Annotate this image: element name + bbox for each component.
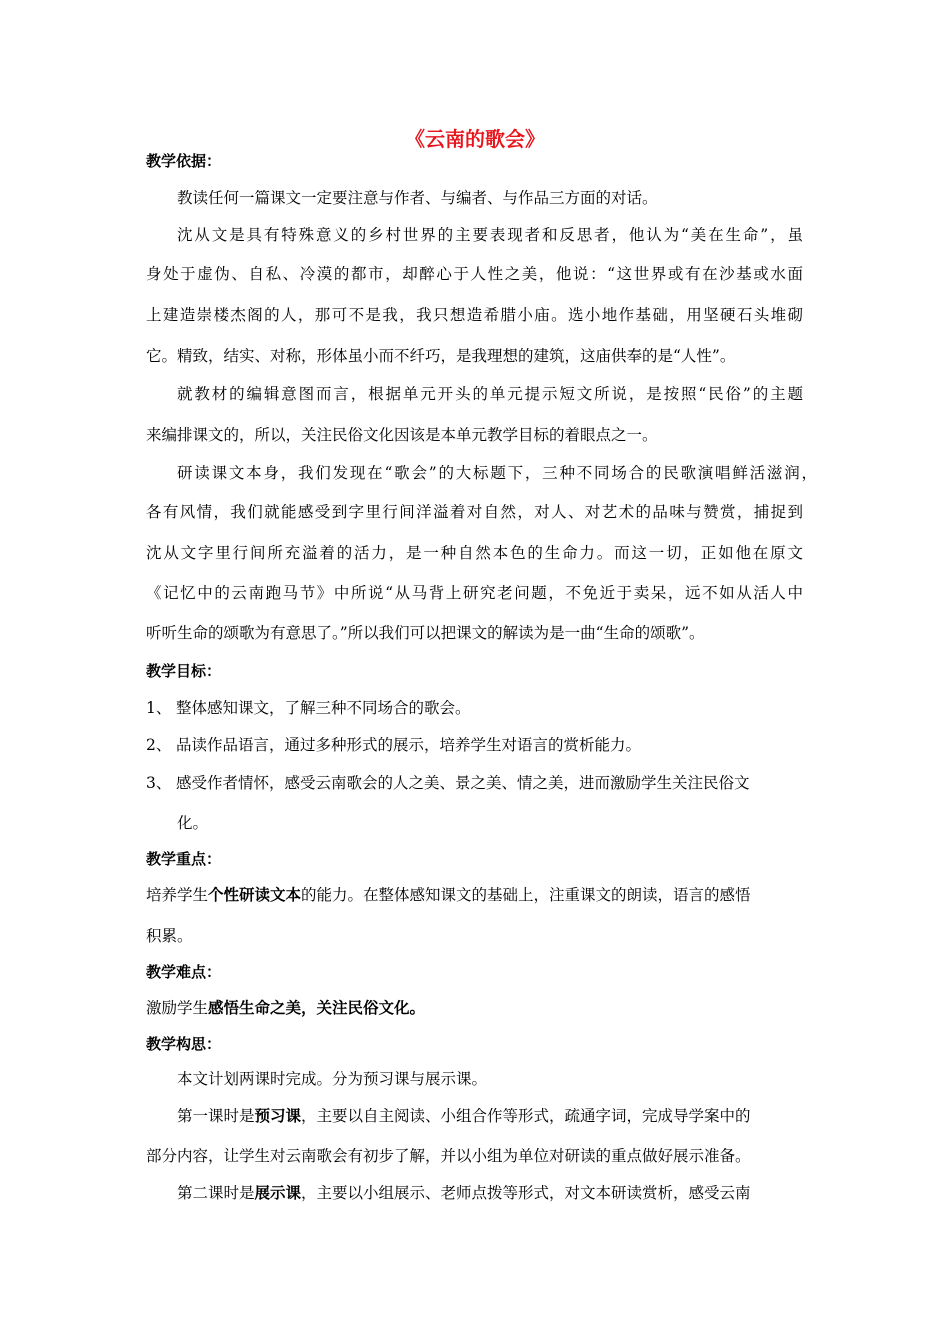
design-emphasis: 预习课 xyxy=(254,1107,302,1125)
basis-line: 身处于虚伪、自私、冷漠的都市，却醉心于人性之美，他说：“这世界或有在沙基或水面 xyxy=(146,265,803,283)
basis-line: 上建造崇楼杰阁的人，那可不是我，我只想造希腊小庙。选小地作基础，用坚硬石头堆砌 xyxy=(146,306,803,324)
objective-text: 感受作者情怀，感受云南歌会的人之美、景之美、情之美，进而激励学生关注民俗文 xyxy=(176,774,750,792)
difficulty-text-pre: 激励学生 xyxy=(146,999,209,1017)
basis-line: 教读任何一篇课文一定要注意与作者、与编者、与作品三方面的对话。 xyxy=(177,189,658,207)
objective-number: 3、 xyxy=(146,774,172,792)
difficulty-line xyxy=(146,997,826,1019)
basis-line: 研读课文本身，我们发现在“歌会”的大标题下，三种不同场合的民歌演唱鲜活滋润， xyxy=(177,464,817,482)
focus-text-post: 的能力。在整体感知课文的基础上，注重课文的朗读，语言的感悟 xyxy=(301,886,751,904)
focus-line: 积累。 xyxy=(146,927,193,945)
focus-line xyxy=(146,884,826,906)
basis-line: 就教材的编辑意图而言，根据单元开头的单元提示短文所说，是按照“民俗”的主题 xyxy=(177,385,803,403)
objective-continuation: 化。 xyxy=(177,814,209,832)
focus-heading: 教学重点： xyxy=(146,850,222,868)
basis-line: 它。精致，结实、对称，形体虽小而不纤巧，是我理想的建筑，这庙供奉的是“人性”。 xyxy=(146,347,736,365)
basis-line: 听听生命的颂歌为有意思了。”所以我们可以把课文的解读为是一曲“生命的颂歌”。 xyxy=(146,624,705,642)
difficulty-emphasis: 感悟生命之美，关注民俗文化。 xyxy=(208,999,426,1017)
design-text-post: ，主要以自主阅读、小组合作等形式，疏通字词，完成导学案中的 xyxy=(301,1107,751,1125)
design-text-post: ，主要以小组展示、老师点拨等形式，对文本研读赏析，感受云南 xyxy=(301,1184,751,1202)
basis-line: 《记忆中的云南跑马节》中所说“从马背上研究老问题，不免近于卖呆，远不如从活人中 xyxy=(146,584,803,602)
focus-text-pre: 培养学生 xyxy=(146,886,209,904)
objective-item xyxy=(146,697,826,719)
basis-heading: 教学依据： xyxy=(146,152,222,170)
objectives-heading: 教学目标： xyxy=(146,662,222,680)
basis-line: 来编排课文的，所以，关注民俗文化因该是本单元教学目标的着眼点之一。 xyxy=(146,426,658,444)
design-text-pre: 第一课时是 xyxy=(177,1107,255,1125)
objective-number: 1、 xyxy=(146,699,172,717)
objective-item xyxy=(146,772,826,794)
design-emphasis: 展示课 xyxy=(254,1184,302,1202)
design-line: 部分内容，让学生对云南歌会有初步了解，并以小组为单位对研读的重点做好展示准备。 xyxy=(146,1147,751,1165)
objective-item xyxy=(146,734,826,756)
design-line xyxy=(177,1105,857,1127)
design-line: 本文计划两课时完成。分为预习课与展示课。 xyxy=(177,1070,488,1088)
design-line xyxy=(177,1182,857,1204)
basis-line: 沈从文字里行间所充溢着的活力，是一种自然本色的生命力。而这一切，正如他在原文 xyxy=(146,544,803,562)
objective-text: 整体感知课文，了解三种不同场合的歌会。 xyxy=(176,699,471,717)
difficulty-heading: 教学难点： xyxy=(146,963,222,981)
objective-text: 品读作品语言，通过多种形式的展示，培养学生对语言的赏析能力。 xyxy=(176,736,642,754)
objective-number: 2、 xyxy=(146,736,172,754)
basis-line: 各有风情，我们就能感受到字里行间洋溢着对自然，对人、对艺术的品味与赞赏，捕捉到 xyxy=(146,503,803,521)
focus-emphasis: 个性研读文本 xyxy=(208,886,302,904)
design-heading: 教学构思： xyxy=(146,1035,222,1053)
design-text-pre: 第二课时是 xyxy=(177,1184,255,1202)
basis-line: 沈从文是具有特殊意义的乡村世界的主要表现者和反思者，他认为“美在生命”，虽 xyxy=(177,226,803,244)
document-title: 《云南的歌会》 xyxy=(405,127,545,151)
